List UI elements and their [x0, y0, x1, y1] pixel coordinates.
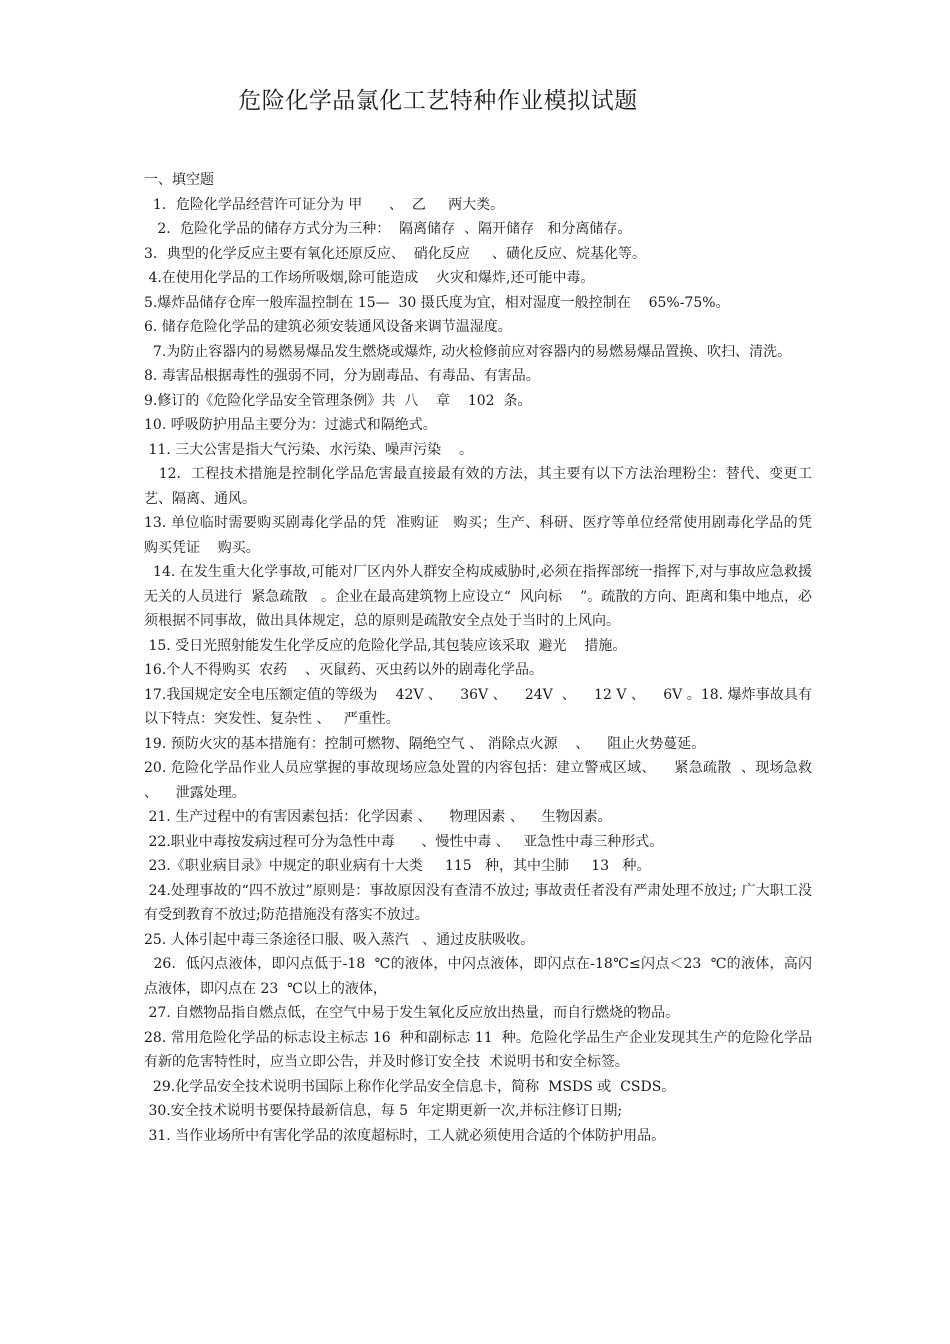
question-17-18: 17.我国规定安全电压额定值的等级为 42V 、 36V 、 24V 、 12 V 、 6V 。18. 爆炸事故具有以下特点：突发性、复杂性 、 严重性。 [144, 686, 812, 727]
question-25: 25. 人体引起中毒三条途径口服、吸入蒸汽 、通过皮肤吸收。 [144, 931, 535, 948]
document-title: 危险化学品氯化工艺特种作业模拟试题 [238, 88, 638, 114]
question-21: 21. 生产过程中的有害因素包括：化学因素 、 物理因素 、 生物因素。 [144, 809, 612, 825]
question-28: 28. 常用危险化学品的标志设主标志 16 种和副标志 11 种。危险化学品生产企业发现其生产的危险化学品有新的危害特性时，应当立即公告，并及时修订安全技 术说明书和安全标签。 [144, 1029, 812, 1070]
question-14: 14. 在发生重大化学事故,可能对厂区内外人群安全构成威胁时,必须在指挥部统一指挥下,对与事故应急救援无关的人员进行 紧急疏散 。企业在最高建筑物上应设立“ 风向标 ”。疏散的方向、距离和集中地点，必须根据不同事故，做出具体规定，总的原则是疏散安全点处于当时的上风向。 [144, 564, 812, 629]
question-15: 15. 受日光照射能发生化学反应的危险化学品,其包装应该采取 避光 措施。 [144, 637, 627, 654]
question-2: 2．危险化学品的储存方式分为三种： 隔离储存 、隔开储存 和分离储存。 [144, 221, 632, 237]
question-1: 1．危险化学品经营许可证分为 甲 、 乙 两大类。 [144, 196, 505, 213]
question-26: 26．低闪点液体，即闪点低于-18 ℃的液体，中闪点液体，即闪点在-18℃≤闪点＜23 ℃的液体，高闪点液体，即闪点在 23 ℃以上的液体， [144, 956, 813, 997]
question-5: 5.爆炸品储存仓库一般库温控制在 15— 30 摄氏度为宜，相对湿度一般控制在 65%-75%。 [144, 294, 730, 311]
question-8: 8. 毒害品根据毒性的强弱不同，分为剧毒品、有毒品、有害品。 [144, 368, 540, 384]
question-11: 11. 三大公害是指大气污染、水污染、噪声污染 。 [144, 441, 473, 458]
question-12: 12. 工程技术措施是控制化学品危害最直接最有效的方法，其主要有以下方法治理粉尘：替代、变更工艺、隔离、通风。 [144, 466, 812, 507]
question-3: 3．典型的化学反应主要有氧化还原反应、 硝化反应 、磺化反应、烷基化等。 [144, 245, 647, 262]
question-20: 20. 危险化学品作业人员应掌握的事故现场应急处置的内容包括：建立警戒区域、 紧急疏散 、现场急救 、 泄露处理。 [144, 760, 830, 801]
question-19: 19. 预防火灾的基本措施有：控制可燃物、隔绝空气 、 消除点火源 、 阻止火势蔓延。 [144, 735, 706, 752]
question-16: 16.个人不得购买 农药 、灭鼠药、灭虫药以外的剧毒化学品。 [144, 662, 543, 678]
question-23: 23.《职业病目录》中规定的职业病有十大类 115 种，其中尘肺 13 种。 [144, 858, 651, 874]
section-heading: 一、填空题 [144, 172, 214, 188]
question-27: 27. 自燃物品指自燃点低，在空气中易于发生氧化反应放出热量，而自行燃烧的物品。 [144, 1005, 680, 1021]
question-6: 6. 储存危险化学品的建筑必须安装通风设备来调节温湿度。 [144, 319, 512, 335]
question-10: 10. 呼吸防护用品主要分为：过滤式和隔绝式。 [144, 417, 437, 433]
question-29: 29.化学品安全技术说明书国际上称作化学品安全信息卡，简称 MSDS 或 CSDS。 [144, 1078, 676, 1095]
question-31: 31. 当作业场所中有害化学品的浓度超标时，工人就必须使用合适的个体防护用品。 [144, 1127, 666, 1144]
question-24: 24.处理事故的“四不放过”原则是：事故原因没有查清不放过; 事故责任者没有严肃处理不放过; 广大职工没有受到教育不放过;防范措施没有落实不放过。 [144, 882, 812, 923]
question-9: 9.修订的《危险化学品安全管理条例》共 八 章 102 条。 [144, 392, 532, 409]
question-7: 7.为防止容器内的易燃易爆品发生燃烧或爆炸, 动火检修前应对容器内的易燃易爆品置换、吹扫、清洗。 [144, 343, 792, 360]
question-22: 22.职业中毒按发病过程可分为急性中毒 、慢性中毒 、 亚急性中毒三种形式。 [144, 833, 664, 850]
question-4: 4.在使用化学品的工作场所吸烟,除可能造成 火灾和爆炸,还可能中毒。 [144, 270, 595, 286]
document-body [144, 168, 830, 1148]
question-30: 30.安全技术说明书要保持最新信息，每 5 年定期更新一次,并标注修订日期; [144, 1103, 623, 1119]
question-13: 13. 单位临时需要购买剧毒化学品的凭 准购证 购买；生产、科研、医疗等单位经常使用剧毒化学品的凭 购买凭证 购买。 [144, 515, 821, 556]
